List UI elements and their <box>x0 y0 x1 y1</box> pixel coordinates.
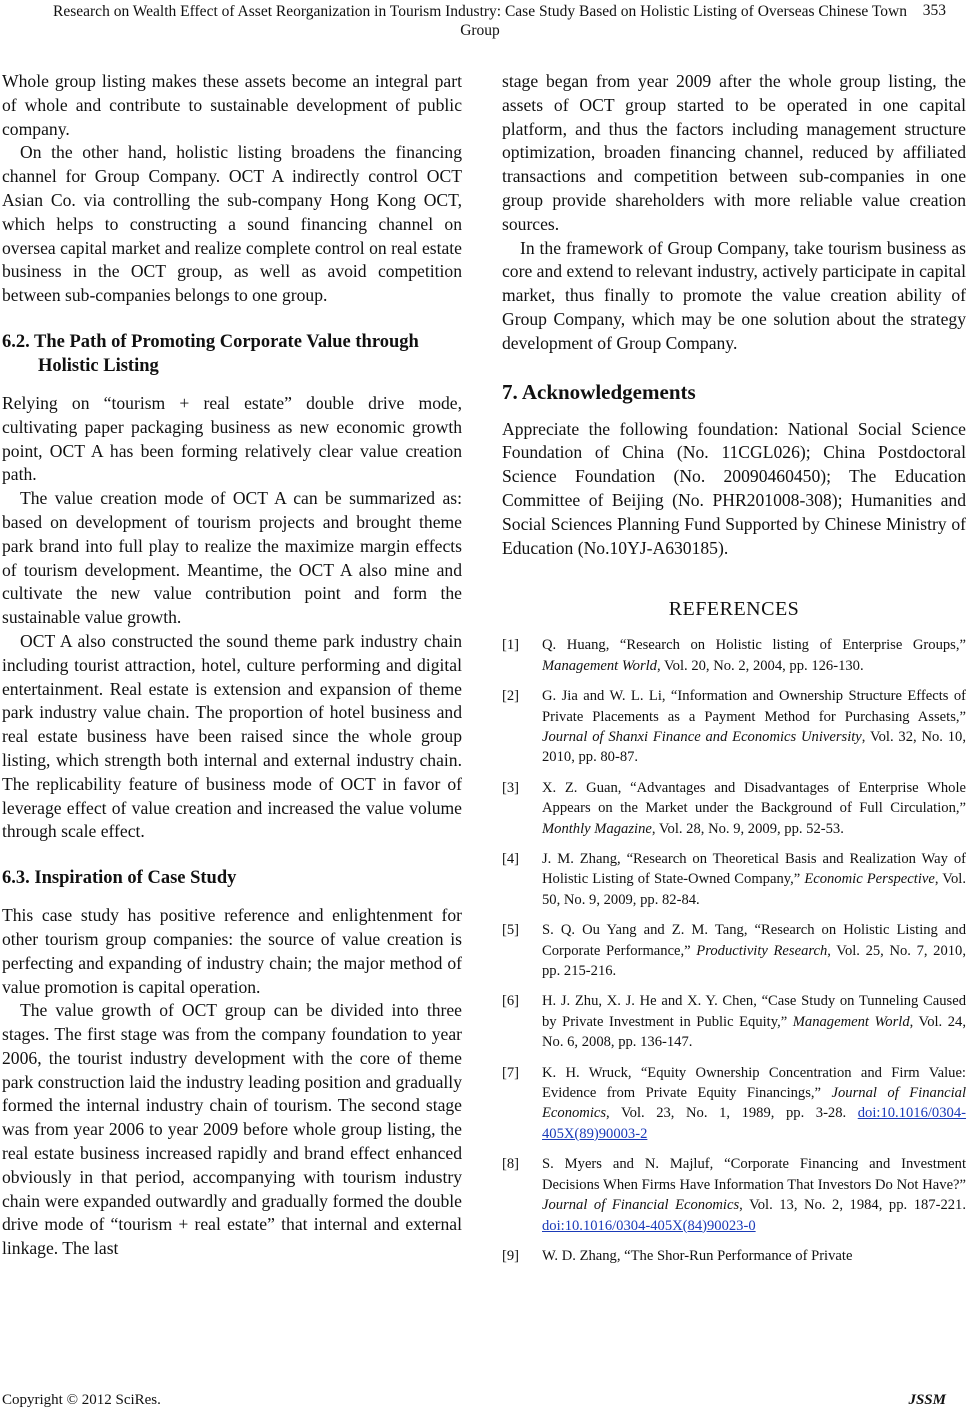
reference-journal: Journal of Financial Economics <box>542 1085 967 1122</box>
page-footer <box>0 1384 968 1414</box>
paragraph: Relying on “tourism + real estate” double drive mode, cultivating paper packaging business as new economic growth point, OCT A has been forming relatively clear value creation path. <box>2 392 462 485</box>
paragraph: Appreciate the following foundation: National Social Science Foundation of China (No. 11CGL026); China Postdoctoral Science Foundation (No. 20090460450); The Education Committee of Beijing (No. PHR201008-308); Humanities and Social Sciences Planning Fund Supported by Chinese Ministry of Education (No.10YJ-A630185). <box>502 418 966 558</box>
doi-link[interactable]: doi:10.1016/0304-405X(84)90023-0 <box>542 1217 756 1234</box>
reference-item <box>502 635 966 676</box>
reference-number: [9] <box>502 1247 520 1264</box>
reference-item <box>502 1154 966 1236</box>
paragraph: This case study has positive reference and enlightenment for other tourism group companies: the source of value creation is perfecting and expanding of industry chain; the major method of value promotion is capital operation. <box>2 905 462 997</box>
reference-text: W. D. Zhang, “The Shor-Run Performance of Private <box>542 1247 853 1264</box>
journal-abbreviation: JSSM <box>908 1392 946 1408</box>
reference-number: [2] <box>502 688 520 705</box>
reference-number: [7] <box>502 1064 520 1081</box>
reference-item <box>502 920 966 981</box>
reference-number: [1] <box>502 637 520 654</box>
reference-text: S. Q. Ou Yang and Z. M. Tang, “Research on Holistic Listing and Corporate Performance,” <box>542 922 966 959</box>
paragraph: The value creation mode of OCT A can be summarized as: based on development of tourism projects and brought theme park brand into full play to realize the maximize margin effects of tourism development. Meantime, the OCT A also mine and cultivate the new value contribution point and form the sustainable value growth. <box>2 488 462 628</box>
reference-item <box>502 686 966 768</box>
page-header <box>0 0 968 50</box>
reference-number: [3] <box>502 779 520 796</box>
reference-item <box>502 1063 966 1145</box>
reference-item <box>502 849 966 910</box>
reference-details: , Vol. 28, No. 9, 2009, pp. 52-53. <box>651 820 844 837</box>
reference-item <box>502 778 966 839</box>
reference-list <box>502 635 966 1266</box>
reference-text: S. Myers and N. Majluf, “Corporate Financing and Investment Decisions When Firms Have Information That Investors Do Not Have?” <box>542 1156 966 1193</box>
section-heading-7: 7. Acknowledgements <box>502 379 696 404</box>
page-number: 353 <box>922 2 946 19</box>
reference-text: Q. Huang, “Research on Holistic listing of Enterprise Groups,” <box>542 637 966 654</box>
reference-journal: Monthly Magazine <box>542 820 652 837</box>
reference-number: [4] <box>502 851 520 867</box>
reference-journal: Productivity Research <box>696 942 828 959</box>
reference-details: , Vol. 20, No. 2, 2004, pp. 126-130. <box>656 657 864 674</box>
reference-text: J. M. Zhang, “Research on Theoretical Basis and Realization Way of Holistic Listing of State-Owned Company,” <box>542 851 966 888</box>
reference-number: [5] <box>502 922 520 939</box>
reference-details: , Vol. 23, No. 1, 1989, pp. 3-28. <box>606 1105 858 1122</box>
reference-item <box>502 1246 966 1266</box>
reference-journal: Economic Perspective <box>804 871 935 888</box>
paragraph: stage began from year 2009 after the whole group listing, the assets of OCT group started to be operated in one capital platform, and thus the factors including management structure optimization, broaden financing channel, reduced by affiliated transactions and competition between sub-companies in one group provide shareholders with more reliable value creation sources. <box>502 71 966 234</box>
doi-link[interactable]: doi:10.1016/0304-405X(89)90003-2 <box>542 1105 966 1142</box>
references-heading: REFERENCES <box>668 598 800 621</box>
reference-details: , Vol. 24, No. 6, 2008, pp. 136-147. <box>542 1013 966 1051</box>
reference-journal: Journal of Shanxi Finance and Economics University <box>542 728 862 745</box>
reference-journal: Management World <box>542 657 657 674</box>
copyright: Copyright © 2012 SciRes. <box>2 1392 161 1408</box>
reference-journal: Journal of Financial Economics <box>542 1197 740 1214</box>
reference-journal: Management World <box>792 1013 910 1030</box>
paragraph: On the other hand, holistic listing broadens the financing channel for Group Company. OCT A indirectly control OCT Asian Co. via controlling the sub-company Hong Kong OCT, which helps to constructing a sound financing channel on oversea capital market and realize complete control on real estate business in the OCT group, as well as avoid competition between sub-companies belongs to one group. <box>2 142 462 306</box>
reference-details: , Vol. 13, No. 2, 1984, pp. 187-221. <box>739 1197 966 1214</box>
running-title: Research on Wealth Effect of Asset Reorganization in Tourism Industry: Case Study Based on Holistic Listing of Overseas Chinese Town Group <box>53 3 907 39</box>
paragraph: The value growth of OCT group can be divided into three stages. The first stage was from the company foundation to year 2006, the tourist industry development with the core of theme park construction laid the industry leading position and gradually formed the internal industry chain of tourism. The second stage was from year 2006 to year 2009 before whole group listing, the real estate business increased rapidly and brand effect enhanced obviously in that period, accompanying with tourism industry chain were expanded outwardly and gradually formed the double drive mode of “tourism + real estate” that internal and external linkage. The last <box>2 1000 462 1259</box>
reference-text: X. Z. Guan, “Advantages and Disadvantages of Enterprise Whole Appears on the Market under the Background of Full Circulation,” <box>542 779 966 817</box>
reference-number: [6] <box>502 993 520 1010</box>
reference-details: , Vol. 25, No. 7, 2010, pp. 215-216. <box>542 942 966 980</box>
section-heading-6-3: 6.3. Inspiration of Case Study <box>2 868 237 889</box>
reference-text: H. J. Zhu, X. J. He and X. Y. Chen, “Case Study on Tunneling Caused by Private Investment in Public Equity,” <box>542 993 966 1030</box>
right-column <box>502 70 966 1276</box>
paragraph: In the framework of Group Company, take tourism business as core and extend to relevant industry, actively participate in capital market, thus finally to promote the value creation ability of Group Company, which may be one solution about the strategy development of Group Company. <box>502 237 966 353</box>
left-column <box>2 70 462 1261</box>
reference-number: [8] <box>502 1156 520 1173</box>
section-heading-6-2: 6.2. The Path of Promoting Corporate Value through Holistic Listing <box>2 331 419 376</box>
paragraph: Whole group listing makes these assets become an integral part of whole and contribute to sustainable development of public company. <box>2 71 462 139</box>
reference-item <box>502 991 966 1052</box>
reference-text: G. Jia and W. L. Li, “Information and Ownership Structure Effects of Private Placements as a Payment Method for Purchasing Assets,” <box>542 688 966 725</box>
reference-text: K. H. Wruck, “Equity Ownership Concentration and Firm Value: Evidence from Private Equity Financings,” <box>542 1064 966 1102</box>
reference-details: , Vol. 50, No. 9, 2009, pp. 82-84. <box>542 871 966 908</box>
paragraph: OCT A also constructed the sound theme park industry chain including tourist attraction, hotel, culture performing and digital entertainment. Real estate is extension and expansion of theme park industry value chain. The proportion of hotel business and real estate business have been raised since the whole group listing, which strength both internal and external industry chain. The replicability feature of business mode of OCT in favor of leverage effect of value creation and increased the value volume through scale effect. <box>2 630 462 842</box>
reference-details: , Vol. 32, No. 10, 2010, pp. 80-87. <box>542 728 967 766</box>
